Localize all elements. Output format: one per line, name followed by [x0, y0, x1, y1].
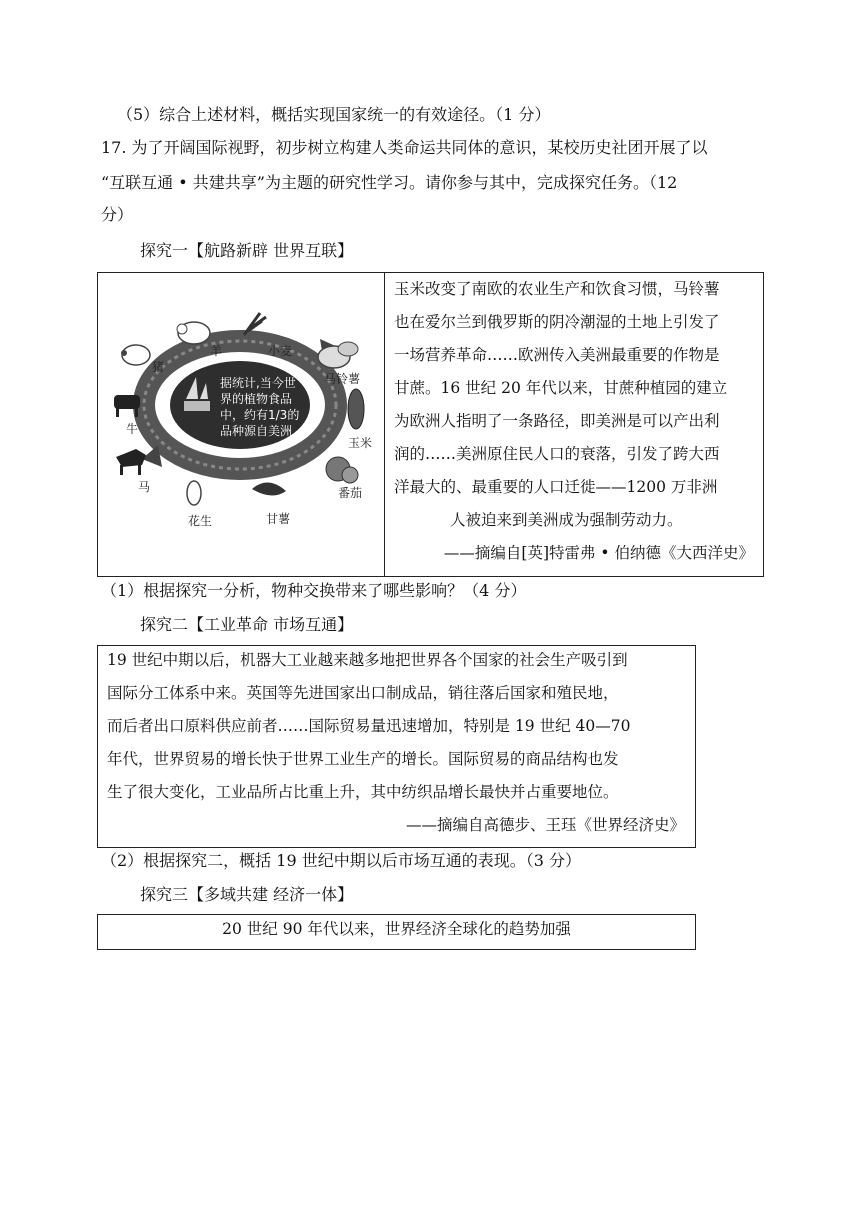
explore-1-text-line: 一场营养革命……欧洲传入美洲最重要的作物是: [394, 346, 720, 364]
explore-2-question: （2）根据探究二，概括 19 世纪中期以后市场互通的表现。（3 分）: [101, 851, 581, 870]
explore-1-text-line: 洋最大的、最重要的人口迁徙——1200 万非洲: [394, 478, 718, 496]
explore-1-box: [97, 272, 764, 577]
center-text-3: 中，约有1/3的: [220, 408, 300, 422]
explore-3-heading: 探究三【多域共建 经济一体】: [140, 885, 354, 904]
explore-1-text-line: 润的……美洲原住民人口的衰落，引发了跨大西: [394, 445, 720, 463]
question-5: （5）综合上述材料，概括实现国家统一的有效途径。（1 分）: [117, 105, 551, 124]
explore-1-heading: 探究一【航路新辟 世界互联】: [140, 241, 354, 260]
species-exchange-figure: [102, 279, 382, 573]
label-wheat: 小麦: [268, 344, 293, 358]
peanut-icon: [187, 481, 201, 505]
explore-3-box: [97, 914, 696, 950]
explore-1-text-line: 玉米改变了南欧的农业生产和饮食习惯，马铃薯: [394, 280, 720, 298]
explore-2-text-line: 而后者出口原料供应前者……国际贸易量迅速增加，特别是 19 世纪 40—70: [107, 717, 631, 735]
horse-icon: [116, 449, 146, 475]
label-sweet-potato: 甘薯: [266, 512, 291, 526]
pig-icon: [121, 345, 150, 365]
question-17-line-2: “互联互通 • 共建共享”为主题的研究性学习。请你参与其中，完成探究任务。（12: [101, 173, 678, 192]
explore-1-question: （1）根据探究一分析，物种交换带来了哪些影响？（4 分）: [101, 581, 527, 600]
center-text-2: 界的植物食品: [220, 392, 293, 406]
label-corn: 玉米: [348, 436, 373, 450]
question-17-line-3: 分）: [101, 205, 134, 224]
label-cow: 牛: [126, 422, 139, 436]
center-text-4: 品种源自美洲: [220, 424, 293, 438]
corn-icon: [348, 389, 364, 429]
explore-1-source: ——摘编自[英]特雷弗 • 伯纳德《大西洋史》: [443, 544, 754, 562]
label-horse: 马: [138, 480, 151, 494]
sweet-potato-icon: [252, 482, 286, 495]
explore-2-text-line: 19 世纪中期以后，机器大工业越来越多地把世界各个国家的社会生产吸引到: [107, 651, 628, 669]
label-sheep: 羊: [210, 344, 223, 358]
label-peanut: 花生: [188, 514, 213, 528]
explore-1-text-line: 为欧洲人指明了一条路径，即美洲是可以产出利: [394, 412, 720, 430]
explore-2-heading: 探究二【工业革命 市场互通】: [140, 615, 354, 634]
explore-1-text: [394, 273, 760, 570]
explore-1-text-line: 人被迫来到美洲成为强制劳动力。: [450, 511, 683, 529]
tomato-icon: [326, 457, 358, 483]
explore-2-source: ——摘编自高德步、王珏《世界经济史》: [405, 816, 685, 834]
explore-2-text: [107, 644, 687, 842]
species-map-graphic: [102, 279, 382, 573]
center-text-1: 据统计,当今世: [220, 376, 296, 390]
explore-2-text-line: 年代，世界贸易的增长快于世界工业生产的增长。国际贸易的商品结构也发: [107, 750, 619, 768]
explore-2-text-line: 国际分工体系中来。英国等先进国家出口制成品，销往落后国家和殖民地，: [107, 684, 619, 702]
sheep-icon: [177, 322, 210, 344]
explore-2-box: [97, 645, 696, 848]
label-potato: 马铃薯: [324, 372, 361, 386]
question-17-line-1: 17. 为了开阔国际视野，初步树立构建人类命运共同体的意识，某校历史社团开展了以: [101, 138, 708, 157]
cow-icon: [114, 395, 140, 417]
explore-2-text-line: 生了很大变化，工业品所占比重上升，其中纺织品增长最快并占重要地位。: [107, 783, 619, 801]
explore-1-divider: [384, 273, 385, 576]
label-tomato: 番茄: [338, 486, 363, 500]
explore-3-text: 20 世纪 90 年代以来，世界经济全球化的趋势加强: [222, 920, 571, 938]
explore-1-text-line: 也在爱尔兰到俄罗斯的阴冷潮湿的土地上引发了: [394, 313, 720, 331]
label-pig: 猪: [152, 360, 165, 374]
explore-1-text-line: 甘蔗。16 世纪 20 年代以来，甘蔗种植园的建立: [394, 379, 728, 397]
